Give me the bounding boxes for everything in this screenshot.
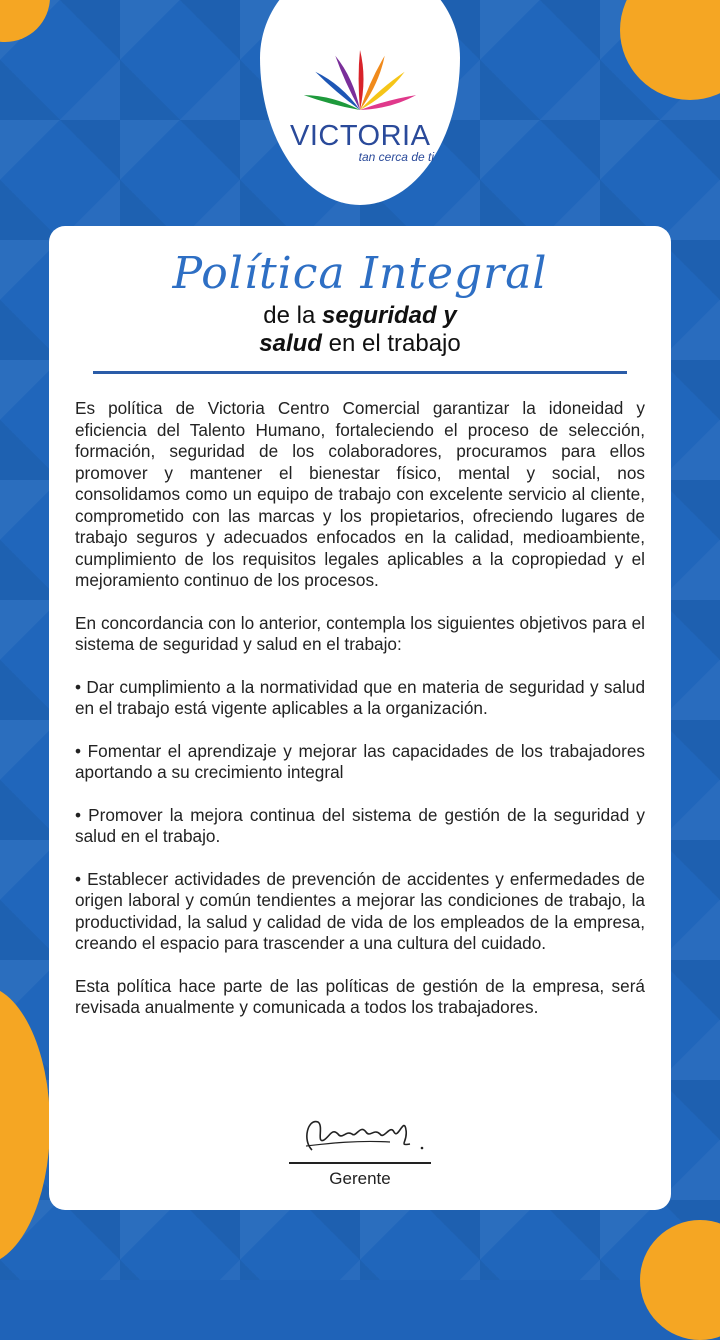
- title-line-2-bold: salud: [259, 330, 322, 357]
- title-line-1: [49, 302, 671, 330]
- title-line-2: [49, 330, 671, 358]
- title-line-2-suffix: en el trabajo: [321, 330, 461, 357]
- title-divider: [93, 371, 627, 374]
- signature-title: Gerente: [329, 1169, 391, 1188]
- signature-line: [289, 1162, 431, 1164]
- policy-body: [75, 398, 645, 1040]
- logo-fan-icon: [300, 40, 420, 110]
- paragraph-closing: Esta política hace parte de las políticas de gestión de la empresa, será revisada anualmente y comunicada a todos los trabajadores.: [75, 975, 645, 1017]
- objective-item: • Promover la mejora continua del sistema de gestión de la seguridad y salud en el trabajo.: [75, 804, 645, 846]
- objective-item: • Establecer actividades de prevención de accidentes y enfermedades de origen laboral y común tendientes a mejorar las condiciones de trabajo, la productividad, la salud y calidad de vida de los empleados de la empresa, creando el espacio para trascender a una cultura del cuidado.: [75, 868, 645, 953]
- objective-item: • Fomentar el aprendizaje y mejorar las capacidades de los trabajadores aportando a su crecimiento integral: [75, 740, 645, 782]
- brand-tagline: tan cerca de ti: [358, 150, 434, 164]
- logo-fan-petal: [359, 50, 364, 110]
- brand-name: VICTORIA: [290, 120, 431, 152]
- signature-icon: [294, 1110, 434, 1162]
- title-script: Política Integral: [172, 248, 548, 299]
- policy-card: [49, 226, 671, 1210]
- objective-item: • Dar cumplimiento a la normatividad que en materia de seguridad y salud en el trabajo está vigente aplicables a la organización.: [75, 676, 645, 718]
- title-line-1-bold: seguridad y: [322, 302, 457, 329]
- title-line-1-prefix: de la: [263, 302, 322, 329]
- paragraph-intro: Es política de Victoria Centro Comercial garantizar la idoneidad y eficiencia del Talento Humano, fortaleciendo el proceso de selección, formación, seguridad de los colaboradores, procuramos para ellos promover y mantener el bienestar físico, mental y social, nos consolidamos como un equipo de trabajo con excelente servicio al cliente, comprometido con las marcas y los propietarios, ofreciendo lugares de trabajo seguros y adecuados enfocados en la calidad, medioambiente, cumplimiento de los requisitos legales aplicables a la copropiedad y el mejoramiento continuo de los procesos.: [75, 398, 645, 590]
- paragraph-objectives-intro: En concordancia con lo anterior, contempla los siguientes objetivos para el sistema de seguridad y salud en el trabajo:: [75, 612, 645, 654]
